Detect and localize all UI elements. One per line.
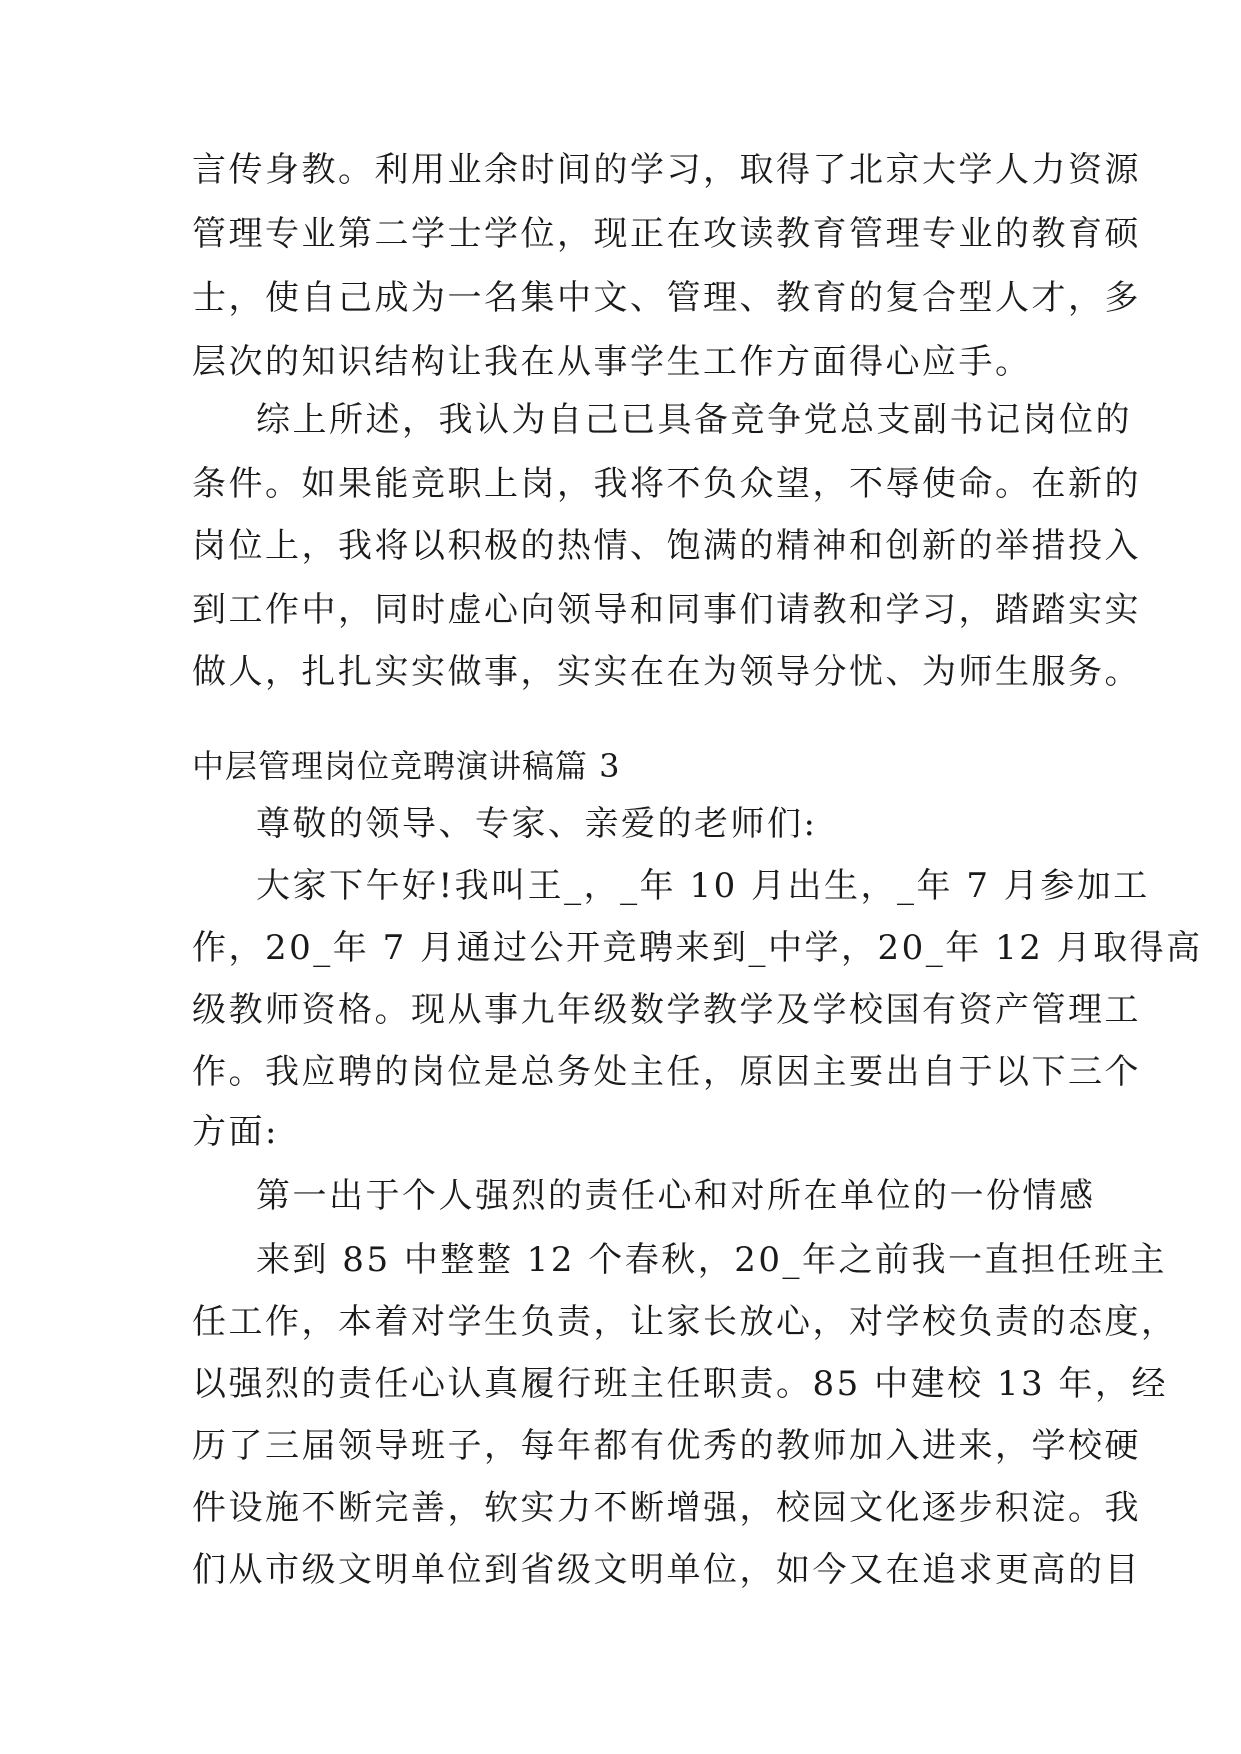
paragraph-3-line-1: 大家下午好!我叫王_，_年 10 月出生，_年 7 月参加工 (256, 866, 1150, 906)
paragraph-4-line-3: 以强烈的责任心认真履行班主任职责。85 中建校 13 年，经 (192, 1364, 1168, 1404)
paragraph-1-line-3: 士，使自己成为一名集中文、管理、教育的复合型人才，多 (192, 278, 1141, 318)
paragraph-1-line-2: 管理专业第二学士学位，现正在攻读教育管理专业的教育硕 (192, 214, 1141, 254)
paragraph-2-line-1: 综上所述，我认为自己已具备竞争党总支副书记岗位的 (256, 400, 1132, 440)
paragraph-3-line-2: 作，20_年 7 月通过公开竞聘来到_中学，20_年 12 月取得高 (192, 928, 1203, 968)
paragraph-4-line-6: 们从市级文明单位到省级文明单位，如今又在追求更高的目 (192, 1550, 1141, 1590)
paragraph-1-line-1: 言传身教。利用业余时间的学习，取得了北京大学人力资源 (192, 150, 1141, 190)
paragraph-3-line-4: 作。我应聘的岗位是总务处主任，原因主要出自于以下三个 (192, 1052, 1141, 1092)
subheading-1: 第一出于个人强烈的责任心和对所在单位的一份情感 (256, 1176, 1096, 1216)
paragraph-3-line-5: 方面: (192, 1112, 279, 1152)
paragraph-4-line-4: 历了三届领导班子，每年都有优秀的教师加入进来，学校硬 (192, 1426, 1141, 1466)
section-heading: 中层管理岗位竞聘演讲稿篇 3 (192, 747, 621, 785)
paragraph-3-line-3: 级教师资格。现从事九年级数学教学及学校国有资产管理工 (192, 990, 1141, 1030)
paragraph-4-line-5: 件设施不断完善，软实力不断增强，校园文化逐步积淀。我 (192, 1488, 1141, 1528)
paragraph-1-line-4: 层次的知识结构让我在从事学生工作方面得心应手。 (192, 342, 1032, 382)
paragraph-4-line-1: 来到 85 中整整 12 个春秋，20_年之前我一直担任班主 (256, 1240, 1168, 1280)
greeting: 尊敬的领导、专家、亲爱的老师们: (256, 804, 818, 844)
paragraph-2-line-3: 岗位上，我将以积极的热情、饱满的精神和创新的举措投入 (192, 526, 1141, 566)
paragraph-4-line-2: 任工作，本着对学生负责，让家长放心，对学校负责的态度， (192, 1302, 1178, 1342)
paragraph-2-line-4: 到工作中，同时虚心向领导和同事们请教和学习，踏踏实实 (192, 590, 1141, 630)
paragraph-2-line-5: 做人，扎扎实实做事，实实在在为领导分忧、为师生服务。 (192, 652, 1141, 692)
paragraph-2-line-2: 条件。如果能竞职上岗，我将不负众望，不辱使命。在新的 (192, 464, 1141, 504)
